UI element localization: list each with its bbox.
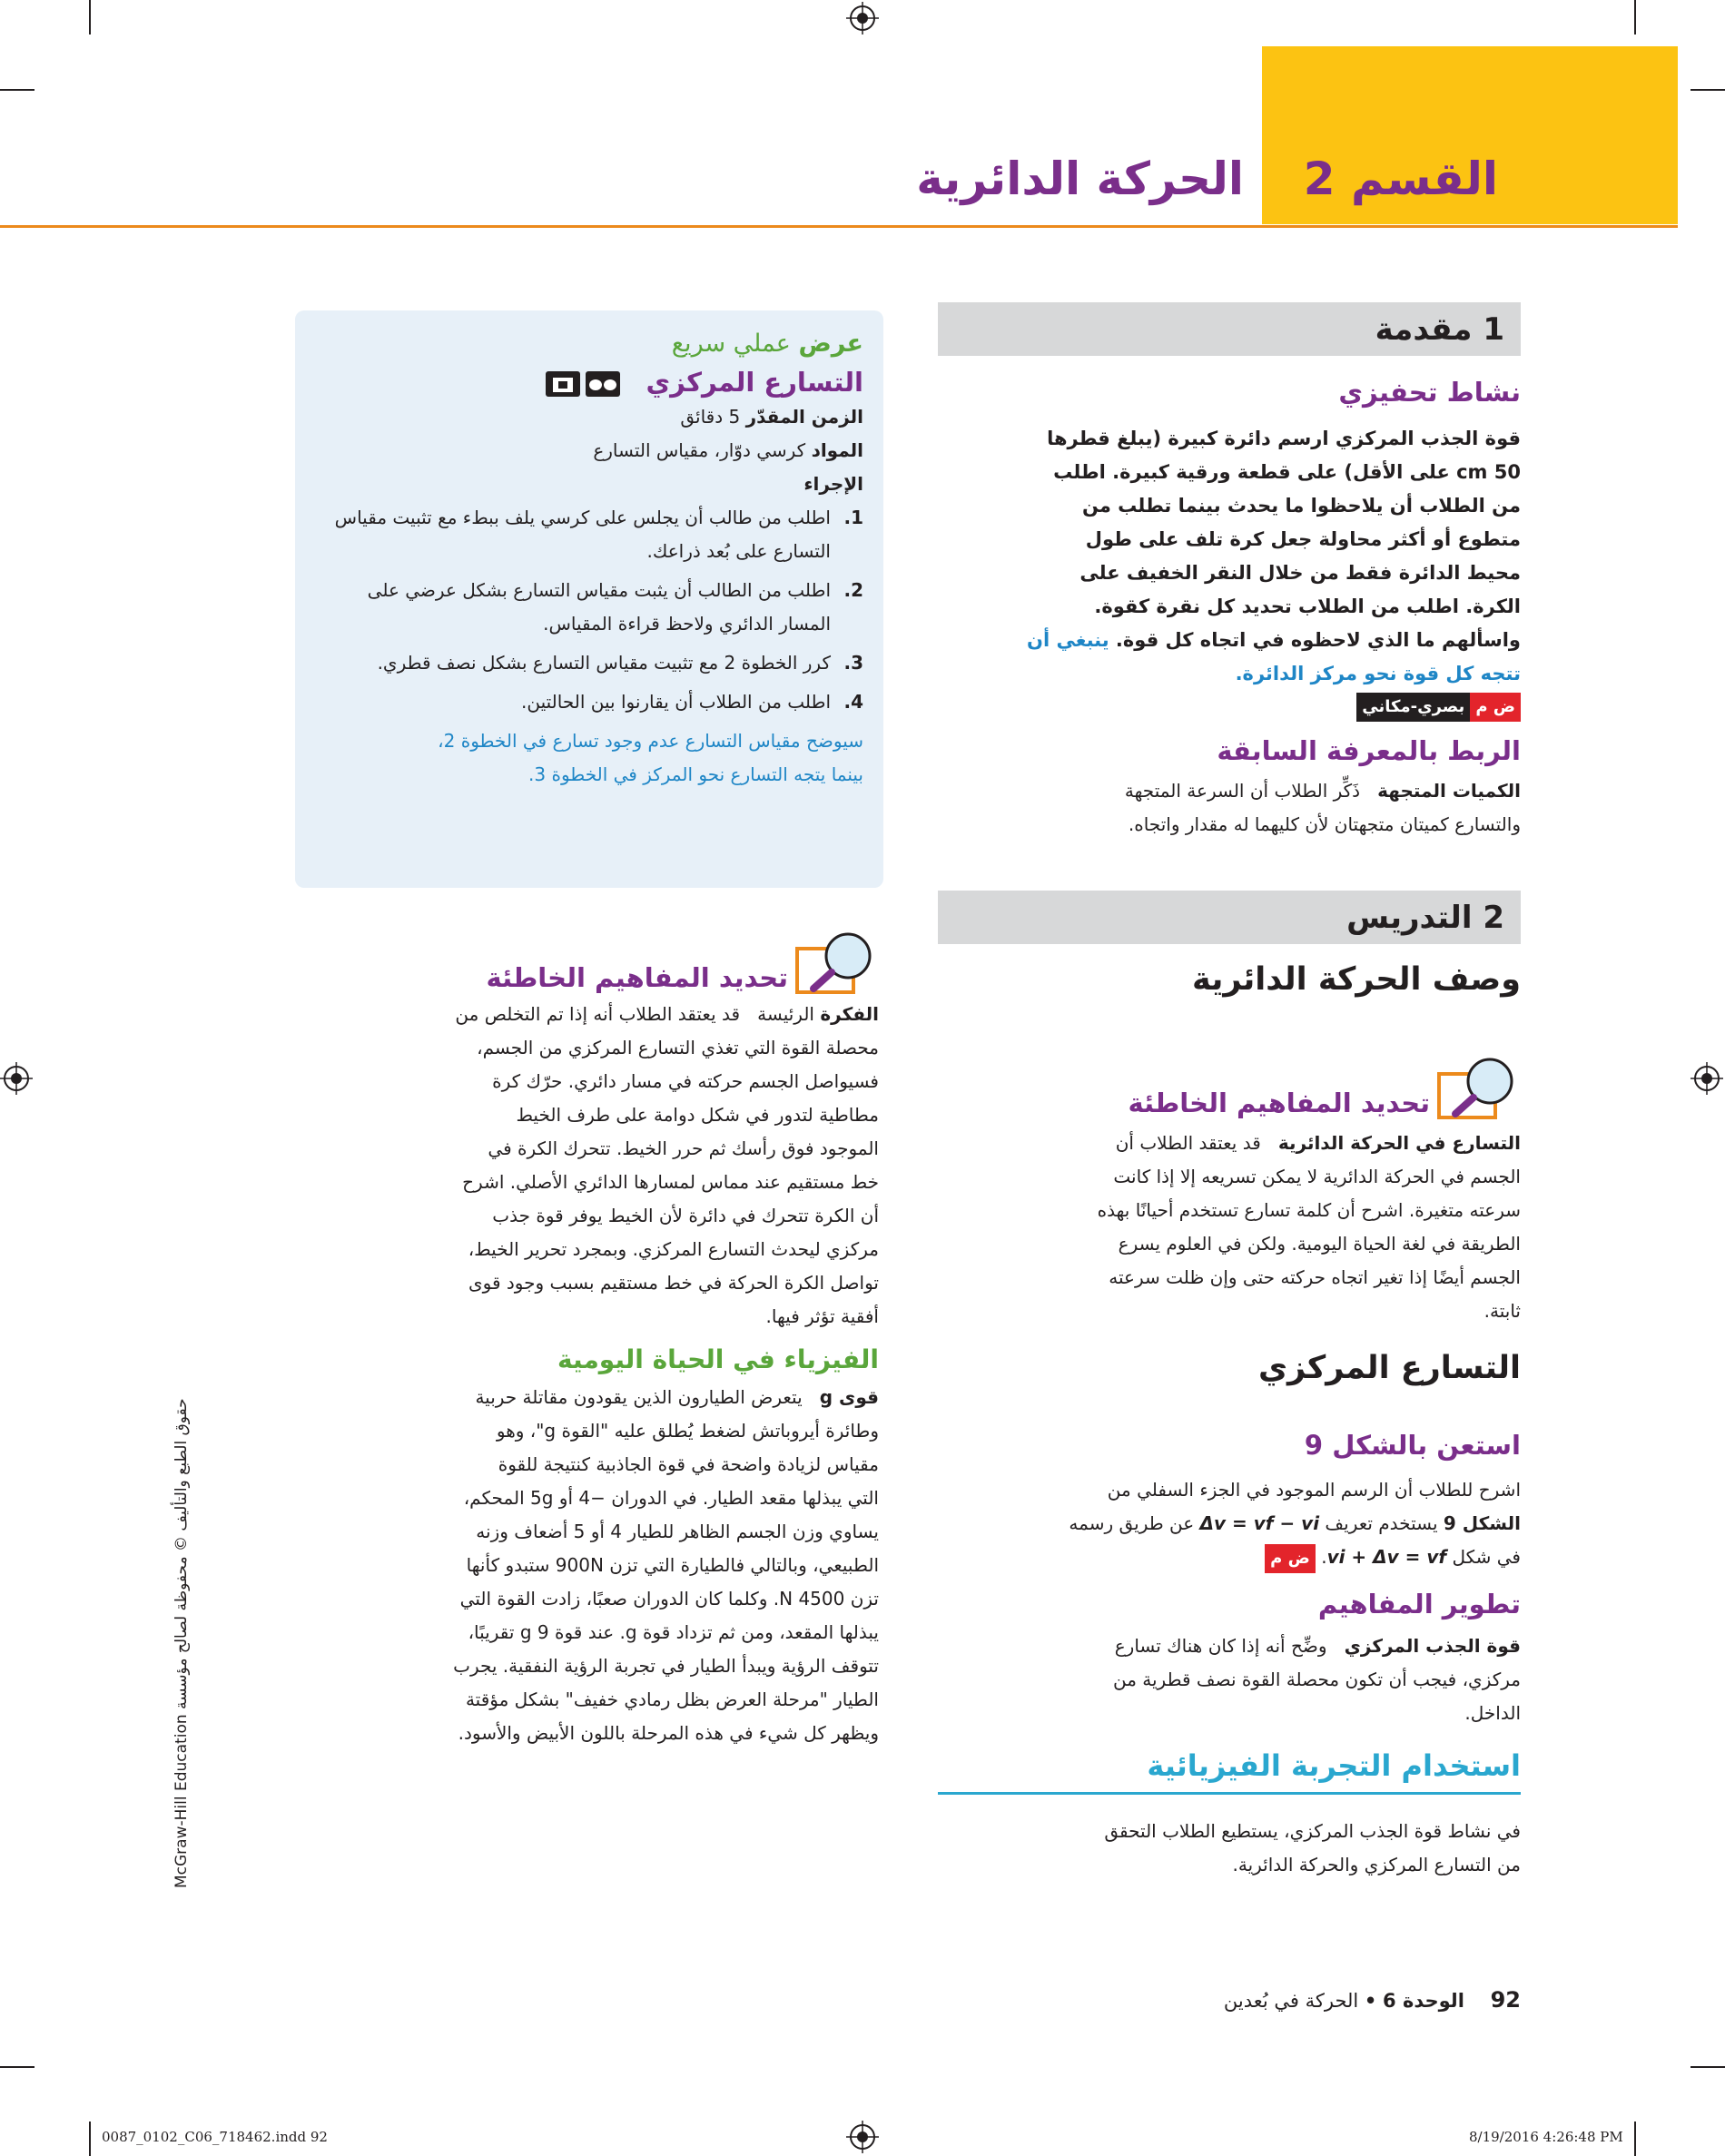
prior-line: والتسارع كميتان متجهتان لأن كليهما له مقدار واتجاه.: [1128, 813, 1521, 835]
everyday-line: التي يبذلها مقعد الطيار. في الدوران −4 أو 5g المحكم،: [463, 1486, 879, 1509]
develop-line: وضِّح أنه إذا كان هناك تسارع: [1114, 1635, 1327, 1657]
crop-mark: [0, 2066, 34, 2068]
section-label: القسم 2: [1303, 153, 1498, 205]
activity-line: 50 cm على الأقل) على قطعة ورقية كبيرة. اطلب: [1053, 461, 1521, 483]
equation: vi + Δv = vf: [1326, 1546, 1447, 1568]
everyday-line: تزن 4500 N. وكلما كان الدوران صعبًا، زادت القوة التي: [459, 1587, 879, 1610]
demo-title-a: عرض: [798, 330, 863, 358]
activity-heading: نشاط تحفيزي: [1338, 377, 1521, 408]
misconception-line: الطريقة في لغة الحياة اليومية. ولكن في العلوم يسرع: [1118, 1233, 1521, 1255]
demo-result-line: بينما يتجه التسارع نحو المركز في الخطوة 3.: [528, 763, 863, 785]
procedure-step: 1. اطلب من طالب أن يجلس على كرسي يلف ببطء مع تثبيت مقياس التسارع على بُعد ذراعك.: [334, 506, 863, 562]
step-bar-focus: 1 مقدمة: [938, 302, 1521, 356]
materials-value: كرسي دوّار، مقياس التسارع: [593, 438, 806, 461]
everyday-line: يتعرض الطيارون الذين يقودون مقاتلة حربية: [475, 1385, 803, 1408]
activity-line: [938, 624, 1521, 657]
misconception2-term: الفكرة: [820, 1003, 879, 1025]
develop-text: [938, 1629, 1521, 1730]
left-column-lower: [309, 930, 879, 1750]
demo-title-b: عملي سريع: [671, 330, 791, 358]
activity-line: محيط الدائرة فقط من خلال النقر الخفيف على: [1079, 562, 1521, 584]
registration-mark-icon: [1690, 1062, 1723, 1095]
figure-line: في شكل: [1452, 1546, 1521, 1568]
misconception-heading-row: [1129, 1056, 1521, 1121]
misconception2-line: أفقية تؤثر فيها.: [765, 1305, 879, 1327]
activity-line: الكرة. اطلب من الطلاب تحديد كل نقرة كقوة.: [1094, 596, 1521, 617]
demo-title: [315, 327, 863, 361]
procedure-step: 2. اطلب من الطالب أن يثبت مقياس التسارع بشكل عرضي على المسار الدائري ولاحظ قراءة المقياس.: [367, 578, 863, 635]
misconception-line: ثابتة.: [1484, 1300, 1521, 1322]
misconception2-line: تواصل الكرة الحركة في خط مستقيم بسبب وجود قوى: [468, 1272, 879, 1294]
activity-text: [938, 422, 1521, 722]
develop-line: الداخل.: [1464, 1702, 1521, 1724]
equation: Δv = vf − vi: [1199, 1512, 1320, 1534]
activity-question: واسألهم ما الذي لاحظوه في اتجاه كل قوة.: [1115, 629, 1521, 651]
demo-name-row: [315, 365, 863, 400]
figure-ref: الشكل 9: [1443, 1512, 1521, 1534]
procedure-label: الإجراء: [803, 472, 863, 495]
lab-heading: استخدام التجربة الفيزيائية: [1147, 1748, 1521, 1783]
misconception-line: قد يعتقد الطلاب أن: [1115, 1132, 1261, 1154]
figure-line: اشرح للطلاب أن الرسم الموجود في الجزء السفلي من: [1107, 1479, 1521, 1501]
safety-icons: [546, 371, 620, 397]
centripetal-heading: التسارع المركزي: [1257, 1350, 1521, 1386]
everyday-heading: الفيزياء في الحياة اليومية: [557, 1344, 879, 1374]
develop-term: قوة الجذب المركزي: [1344, 1635, 1521, 1657]
activity-line: متطوع أو أكثر محاولة جعل كرة تلف على طول: [1085, 528, 1521, 550]
develop-heading: تطوير المفاهيم: [1317, 1589, 1521, 1619]
teach-heading: وصف الحركة الدائرية: [1192, 961, 1521, 998]
everyday-line: ويظهر كل شيء في هذه المرحلة باللون الأبيض والأسود.: [458, 1721, 879, 1744]
right-column: [938, 302, 1521, 1875]
activity-line: من الطلاب أن يلاحظوا ما يحدث بينما تطلب من: [1081, 495, 1521, 517]
misconception2-heading: تحديد المفاهيم الخاطئة: [486, 961, 788, 993]
registration-mark-icon: [846, 2, 879, 34]
lab-rule: [938, 1792, 1521, 1795]
misconception-line: الجسم في الحركة الدائرية لا يمكن تسريعه إلا إذا كانت: [1113, 1166, 1521, 1187]
page-footer: [1224, 1987, 1521, 2013]
misconception2-term-rest: الرئيسة: [757, 1003, 814, 1025]
crop-mark: [89, 2122, 91, 2156]
slug-date: 8/19/2016 4:26:48 PM: [1469, 2129, 1623, 2145]
magnifier-icon: [1437, 1056, 1521, 1121]
misconception2-line: الموجود فوق رأسك ثم حرر الخيط. تتحرك الكرة في: [488, 1137, 879, 1159]
badge-learning-style: بصري-مكاني: [1356, 693, 1470, 722]
figure-heading: استعن بالشكل 9: [1304, 1430, 1521, 1461]
procedure-step: 4. اطلب من الطلاب أن يقارنوا بين الحالتين.: [521, 690, 863, 713]
prior-line: ذَكِّر الطلاب أن السرعة المتجهة: [1124, 780, 1361, 802]
misconception-term: التسارع في الحركة الدائرية: [1277, 1132, 1521, 1154]
demo-result-line: سيوضح مقياس التسارع عدم وجود تسارع في الخطوة 2،: [438, 729, 863, 752]
prior-heading: الربط بالمعرفة السابقة: [1217, 735, 1521, 766]
everyday-line: الطيار "مرحلة العرض بظل رمادي خفيف" بشكل مؤقتة: [465, 1688, 879, 1710]
figure-text: اشرح للطلاب أن الرسم الموجود في الجزء السفلي من الشكل 9 يستخدم تعريف Δv = vf − vi عن طريق رسمه في شكل vi + Δv = vf. ض م: [938, 1473, 1521, 1574]
crop-mark: [0, 89, 34, 91]
procedure-steps: [315, 501, 863, 719]
activity-line: قوة الجذب المركزي ارسم دائرة كبيرة (يبلغ قطرها: [1047, 428, 1521, 449]
everyday-term: قوى g: [819, 1385, 879, 1408]
crop-mark: [1634, 0, 1636, 34]
registration-mark-icon: [0, 1062, 33, 1095]
misconception2-line: فسيواصل الجسم حركته في مسار دائري. حرّك كرة: [492, 1070, 879, 1092]
caution-icon: [546, 371, 580, 397]
time-label: الزمن المقدّر: [745, 405, 863, 428]
footer-unit: الوحدة 6: [1383, 1990, 1464, 2012]
crop-mark: [1690, 89, 1725, 91]
misconception-line: سرعته متغيرة. اشرح أن كلمة تسارع تستخدم أحيانًا بهذه: [1097, 1199, 1521, 1221]
misconception-text: [938, 1127, 1521, 1328]
everyday-line: تتوقف الرؤية ويبدأ الطيار في تجربة الرؤية النفقية. يجرب: [453, 1654, 879, 1677]
page-title: الحركة الدائرية: [916, 153, 1244, 205]
lab-line: في نشاط قوة الجذب المركزي، يستطيع الطلاب التحقق: [1104, 1819, 1521, 1842]
activity-badges: [938, 693, 1521, 722]
misconception-line: الجسم أيضًا إذا تغير اتجاه حركته حتى وإن ظلت سرعته: [1109, 1266, 1521, 1288]
activity-answer: تتجه كل قوة نحو مركز الدائرة.: [1235, 663, 1521, 684]
misconception2-line: خط مستقيم عند مماس لمسارها الدائري الأصلي. اشرح: [462, 1171, 879, 1193]
misconception2-line: قد يعتقد الطلاب أنه إذا تم التخلص من: [455, 1003, 741, 1025]
procedure-step: 3. كرر الخطوة 2 مع تثبيت مقياس التسارع بشكل نصف قطري.: [377, 651, 863, 674]
time-value: 5 دقائق: [680, 405, 741, 428]
goggles-icon: [586, 371, 620, 397]
header-rule: [0, 225, 1678, 228]
misconception2-line: مطاطية لتدور في شكل دوامة على طرف الخيط: [516, 1104, 879, 1126]
copyright-note: حقوق الطبع والتأليف © محفوظة لصالح مؤسسة McGraw-Hill Education: [172, 1398, 191, 1888]
badge-skill: ض م: [1470, 693, 1521, 722]
figure-line: عن طريق رسمه: [1069, 1512, 1195, 1534]
misconception2-line: مركزي ليحدث التسارع المركزي. وبمجرد تحرير الخيط،: [468, 1238, 879, 1260]
materials-label: المواد: [811, 438, 863, 461]
footer-unit-title: الحركة في بُعدين: [1223, 1990, 1359, 2012]
everyday-line: يبذلها المقعد، ومن ثم تزداد قوة g. عند قوة 9 g تقريبًا،: [468, 1620, 879, 1643]
prior-text: [938, 774, 1521, 842]
demo-name: التسارع المركزي: [646, 366, 863, 398]
badge-skill: ض م: [1265, 1544, 1316, 1573]
crop-mark: [1690, 2066, 1725, 2068]
crop-mark: [1634, 2122, 1636, 2156]
crop-mark: [89, 0, 91, 34]
everyday-line: الطبيعي، وبالتالي فالطيارة التي تزن 900N ستبدو كأنها: [466, 1553, 879, 1576]
quick-demo-box: [295, 310, 883, 888]
lab-line: من التسارع المركزي والحركة الدائرية.: [1232, 1853, 1521, 1875]
lab-section: [938, 1746, 1521, 1882]
slug-file: 0087_0102_C06_718462.indd 92: [102, 2129, 328, 2145]
misconception2-heading-row: [309, 930, 879, 996]
step-bar-teach: 2 التدريس: [938, 891, 1521, 944]
everyday-line: يساوي وزن الجسم الظاهر للطيار 4 أو 5 أضعاف وزنه: [476, 1520, 879, 1542]
misconception2-line: محصلة القوة التي تغذي التسارع المركزي من الجسم،: [477, 1037, 879, 1058]
registration-mark-icon: [846, 2121, 879, 2153]
everyday-line: مقياس لزيادة واضحة في قوة الجاذبية كنتيجة للقوة: [498, 1452, 879, 1475]
magnifier-icon: [795, 930, 879, 996]
prior-term: الكميات المتجهة: [1377, 780, 1521, 802]
figure-line: يستخدم تعريف: [1325, 1512, 1438, 1534]
everyday-line: وطائرة أيروباتش لضغط يُطلق عليه "القوة g"، وهو: [496, 1419, 879, 1442]
develop-line: مركزي، فيجب أن تكون محصلة القوة نصف قطرية من: [1112, 1669, 1521, 1690]
misconception2-line: أن الكرة تتحرك في دائرة لأن الخيط يوفر قوة جذب: [492, 1205, 879, 1226]
misconception-heading: تحديد المفاهيم الخاطئة: [1128, 1087, 1430, 1118]
footer-bullet: •: [1364, 1990, 1377, 2012]
page-number: 92: [1490, 1987, 1521, 2013]
activity-answer-lead: ينبغي أن: [1027, 629, 1109, 651]
